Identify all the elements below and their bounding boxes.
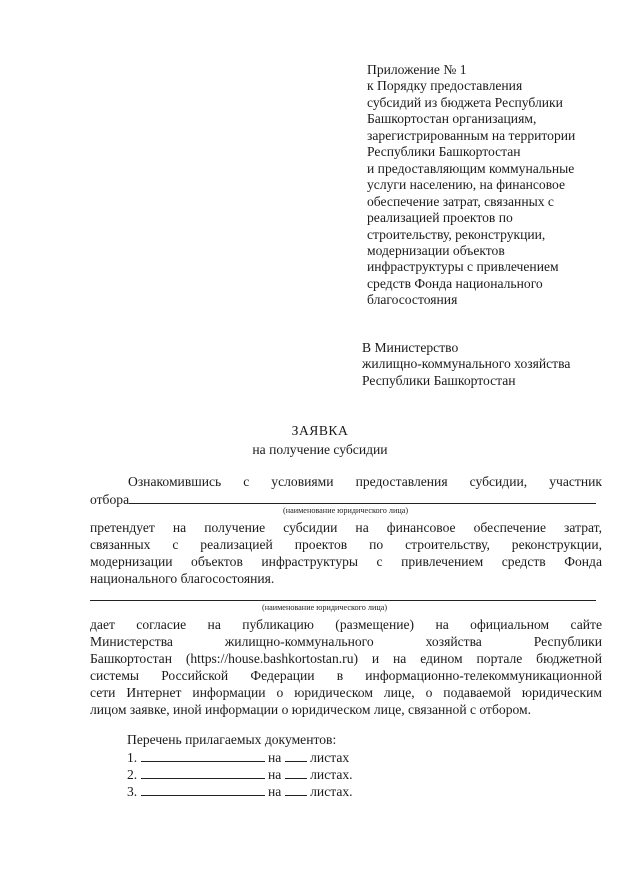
document-name-blank[interactable] (141, 783, 265, 796)
claim-line: связанных с реализацией проектов по строительству, реконструкции, (90, 537, 602, 552)
document-item-on: на (268, 750, 282, 765)
document-item-number: 3. (127, 784, 138, 799)
appendix-line: строительству, реконструкции, (367, 226, 546, 242)
consent-line: сети Интернет информации о юридическом лице, о подаваемой юридическим (90, 685, 602, 700)
document-item-number: 2. (127, 767, 138, 782)
claim-line: претендует на получение субсидии на финансовое обеспечение затрат, (90, 520, 602, 535)
appendix-line: Башкортостан организациям, (367, 111, 537, 127)
appendix-line: модернизации объектов (367, 242, 505, 258)
sheet-count-blank[interactable] (285, 766, 307, 779)
appendix-line: реализацией проектов по (367, 210, 513, 226)
appendix-block (367, 62, 629, 309)
legal-entity-caption-2: (наименование юридического лица) (262, 603, 388, 612)
documents-heading: Перечень прилагаемых документов: (127, 732, 337, 747)
consent-line: Башкортостан (https://house.bashkortostan.ru) и на едином портале бюджетной (90, 651, 602, 666)
intro-line-1: Ознакомившись с условиями предоставления субсидии, участник (128, 474, 602, 489)
recipient-block (362, 340, 632, 389)
intro-prefix: отбора (90, 492, 130, 507)
document-item-number: 1. (127, 750, 138, 765)
recipient-line: Республики Башкортостан (362, 372, 516, 388)
document-item (127, 783, 353, 800)
recipient-line: жилищно-коммунального хозяйства (362, 356, 571, 372)
document-item-on: на (268, 767, 282, 782)
sheet-count-blank[interactable] (285, 783, 307, 796)
sheet-count-blank[interactable] (285, 749, 307, 762)
document-subtitle: на получение субсидии (252, 442, 388, 457)
appendix-line: обеспечение затрат, связанных с (367, 193, 554, 209)
document-item (127, 766, 353, 783)
document-title: ЗАЯВКА (291, 423, 349, 438)
appendix-line: и предоставляющим коммунальные (367, 160, 575, 176)
consent-line: дает согласие на публикацию (размещение) на официальном сайте (90, 617, 602, 632)
legal-entity-name-blank-2[interactable] (90, 600, 596, 601)
appendix-line: субсидий из бюджета Республики (367, 94, 563, 110)
appendix-line: Приложение № 1 (367, 62, 467, 77)
consent-line: Министерства жилищно-коммунального хозяйства Республики (90, 634, 602, 649)
recipient-line: В Министерство (362, 340, 459, 355)
document-item-sheets: листах (310, 750, 350, 765)
appendix-line: благосостояния (367, 292, 458, 308)
appendix-line: Республики Башкортостан (367, 144, 521, 160)
document-item-on: на (268, 784, 282, 799)
claim-line: модернизации объектов инфраструктуры с привлечением средств Фонда (90, 554, 602, 569)
appendix-line: средств Фонда национального (367, 275, 543, 291)
appendix-line: инфраструктуры с привлечением (367, 259, 559, 275)
appendix-line: зарегистрированным на территории (367, 127, 576, 143)
appendix-line: к Порядку предоставления (367, 78, 523, 94)
consent-line-last: лицом заявке, иной информации о юридическом лице, связанной с отбором. (90, 702, 532, 717)
document-item (127, 749, 349, 766)
document-name-blank[interactable] (141, 749, 265, 762)
legal-entity-caption-1: (наименование юридического лица) (283, 506, 409, 515)
claim-line-last: национального благосостояния. (90, 571, 275, 586)
document-item-sheets: листах. (310, 784, 353, 799)
document-item-sheets: листах. (310, 767, 353, 782)
appendix-line: услуги населению, на финансовое (367, 177, 566, 193)
consent-line: системы Российской Федерации в информационно-телекоммуникационной (90, 668, 602, 683)
legal-entity-name-blank[interactable] (129, 491, 596, 504)
document-name-blank[interactable] (141, 766, 265, 779)
